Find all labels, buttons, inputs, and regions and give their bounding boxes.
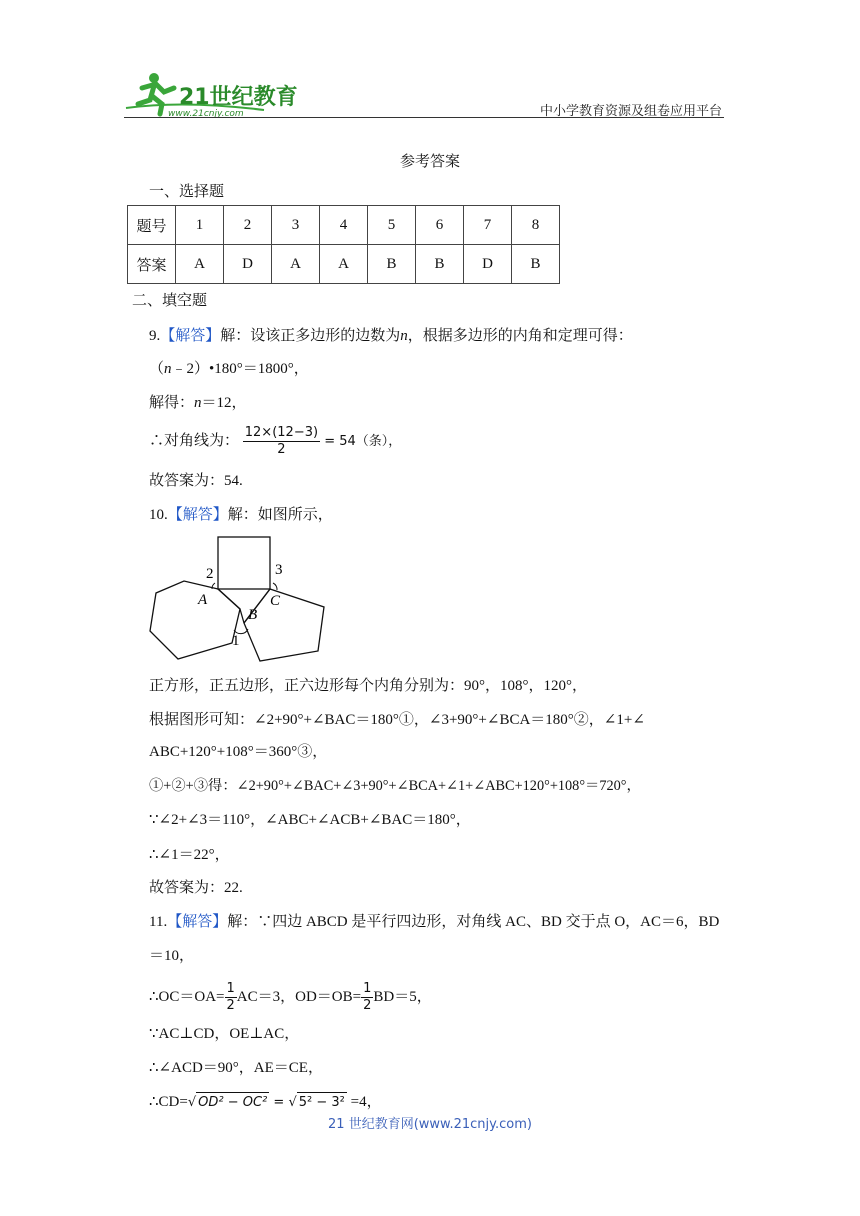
fraction: $\frac{1}{2}$ (363, 981, 372, 1013)
q9-line1: 9.【解答】解：设该正多边形的边数为n，根据多边形的内角和定理可得： (149, 328, 633, 344)
answer-tag: 【解答】 (167, 914, 228, 930)
q11-line5: ∴∠ACD＝90°，AE＝CE， (149, 1060, 323, 1076)
q9-line2: （n﹣2）•180°＝1800°， (149, 361, 309, 377)
q10-line8: 故答案为：22. (149, 880, 243, 896)
q11-line2: ＝10， (149, 948, 195, 964)
logo (124, 70, 314, 120)
q11-line1: 11.【解答】解：∵四边 ABCD 是平行四边形，对角线 AC、BD 交于点 O，AC＝6，BD (149, 914, 720, 930)
answer-tag: 【解答】 (160, 328, 221, 344)
q9-line4: ∴对角线为： $\frac{12\times(12-3)}{2}$ = 54（条）， (149, 425, 402, 457)
q10-line1: 10.【解答】解：如图所示， (149, 507, 333, 523)
section-choice-heading: 一、选择题 (149, 184, 225, 200)
svg-text:A: A (198, 592, 208, 608)
q11-line6: ∴CD=√ OD² − OC² = √ 5² − 3² =4， (149, 1092, 382, 1113)
svg-text:1: 1 (232, 633, 240, 649)
q10-line2: 正方形，正五边形，正六边形每个内角分别为：90°，108°，120°， (149, 678, 587, 694)
fraction: $\frac{1}{2}$ (226, 981, 235, 1013)
q10-line4: ABC+120°+108°＝360°③， (149, 744, 328, 760)
svg-text:21世纪教育: 21世纪教育 (179, 85, 298, 110)
q10-line6: ∵∠2+∠3＝110°，∠ABC+∠ACB+∠BAC＝180°， (149, 812, 471, 828)
svg-text:3: 3 (275, 562, 283, 578)
polygon-figure (148, 533, 338, 665)
q11-line3: ∴OC＝OA= $\frac{1}{2}$ AC＝3，OD＝OB= $\frac{1}{2}$ BD＝5， (149, 981, 432, 1013)
section-fill-heading: 二、填空题 (132, 293, 208, 309)
svg-text:2: 2 (206, 566, 214, 582)
header-divider (124, 117, 724, 118)
q10-line3: 根据图形可知：∠2+90°+∠BAC＝180°①，∠3+90°+∠BCA＝180°②，∠1+∠ (149, 712, 645, 728)
q9-line5: 故答案为：54. (149, 473, 243, 489)
svg-text:B: B (248, 607, 258, 623)
q11-line4: ∵AC⊥CD，OE⊥AC， (149, 1026, 300, 1042)
q10-line5: ①+②+③得：∠2+90°+∠BAC+∠3+90°+∠BCA+∠1+∠ABC+120°+108°＝720°， (149, 778, 641, 794)
page-title: 参考答案 (399, 154, 460, 170)
q10-line7: ∴∠1＝22°， (149, 847, 230, 863)
table-row: 答案 A D A A B B D B (128, 245, 560, 284)
fraction: $\frac{12\times(12-3)}{2}$ (244, 425, 319, 457)
svg-text:C: C (270, 593, 281, 609)
platform-name: 中小学教育资源及组卷应用平台 (539, 103, 722, 118)
sqrt-expression: OD² − OC² (196, 1092, 269, 1113)
q9-line3: 解得：n＝12， (149, 395, 247, 411)
runner-logo-icon (124, 70, 314, 120)
table-row: 题号 1 2 3 4 5 6 7 8 (128, 206, 560, 245)
answer-tag: 【解答】 (167, 507, 228, 523)
sqrt-expression: 5² − 3² (297, 1092, 347, 1113)
svg-text:www.21cnjy.com: www.21cnjy.com (168, 109, 244, 119)
answer-table (127, 205, 560, 284)
footer-source[interactable]: 21 世纪教育网(www.21cnjy.com) (328, 1117, 532, 1132)
